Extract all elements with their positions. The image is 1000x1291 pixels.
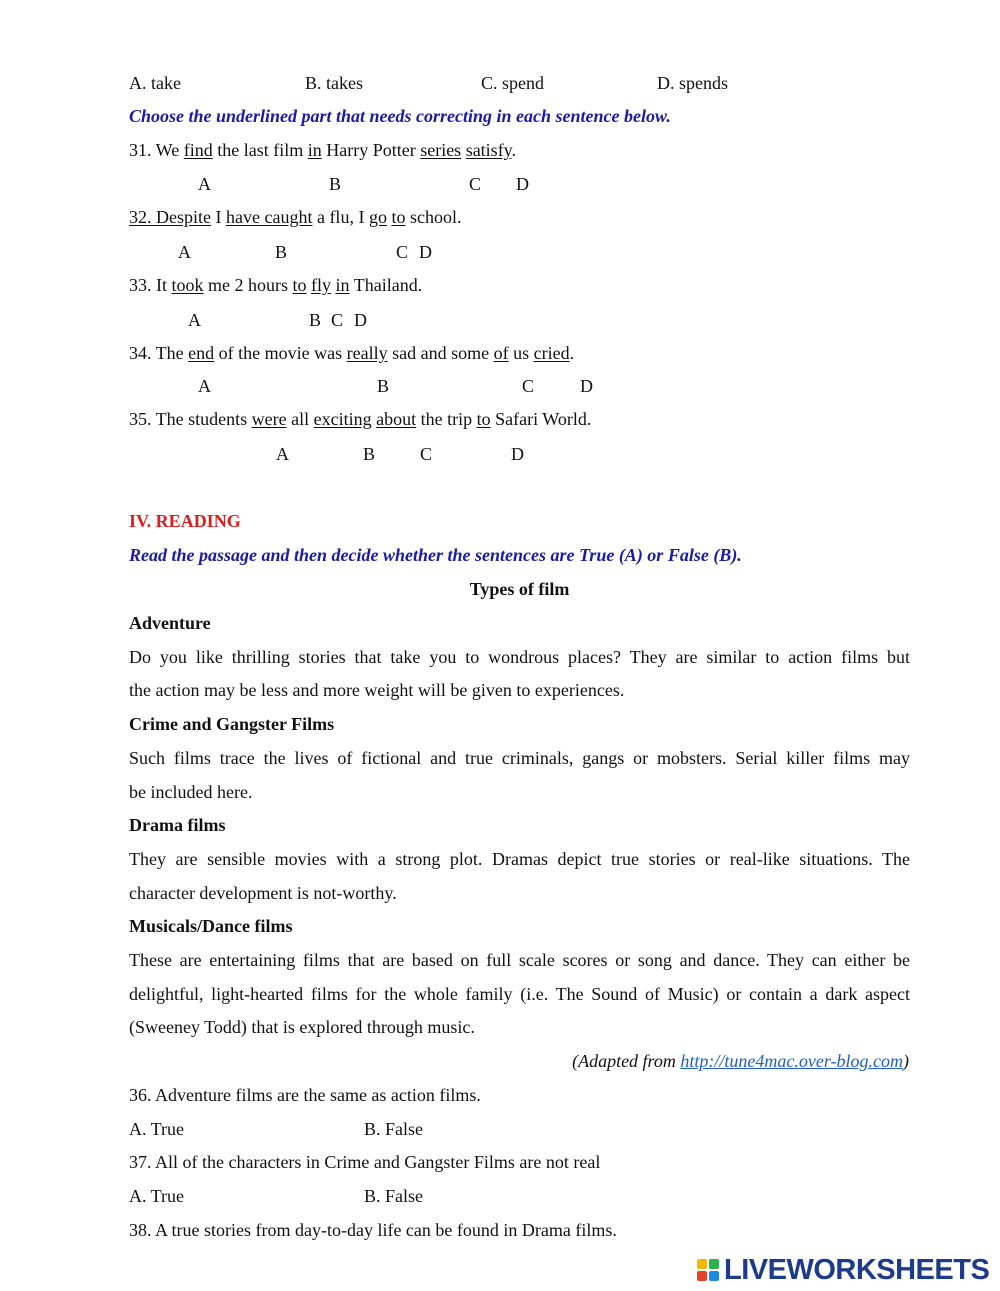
- drama-line-1: They are sensible movies with a strong plot. Dramas depict true stories or real-like situations. The: [129, 849, 910, 869]
- q33-letter-b: B: [309, 310, 322, 330]
- q36-option-b[interactable]: B. False: [364, 1119, 424, 1139]
- q32-part-d: to: [391, 207, 406, 227]
- question-33: 33. It took me 2 hours to fly in Thailand.: [129, 275, 423, 295]
- logo-square-2: [709, 1259, 719, 1269]
- musicals-line-1: These are entertaining films that are based on full scale scores or song and dance. They can either be: [129, 950, 910, 970]
- adventure-line-2: the action may be less and more weight will be given to experiences.: [129, 680, 625, 700]
- q31-letter-a: A: [198, 174, 211, 194]
- question-34: 34. The end of the movie was really sad and some of us cried.: [129, 343, 575, 363]
- q31-part-c: series: [420, 140, 462, 160]
- crime-line-1: Such films trace the lives of fictional and true criminals, gangs or mobsters. Serial killer films may: [129, 748, 910, 768]
- q30-option-b: B. takes: [305, 73, 363, 93]
- q33-letter-c: C: [331, 310, 344, 330]
- source-link[interactable]: http://tune4mac.over-blog.com: [680, 1051, 903, 1071]
- q33-letter-a: A: [188, 310, 201, 330]
- instruction-error-correction: Choose the underlined part that needs correcting in each sentence below.: [129, 106, 671, 126]
- crime-line-2: be included here.: [129, 782, 253, 802]
- q35-part-a: were: [251, 409, 287, 429]
- musicals-line-2: delightful, light-hearted films for the whole family (i.e. The Sound of Music) or contain a dark aspect: [129, 984, 910, 1004]
- q34-letter-b: B: [377, 376, 390, 396]
- q31-letter-d: D: [516, 174, 529, 194]
- logo-squares-icon: [697, 1259, 719, 1281]
- q34-part-b: really: [346, 343, 388, 363]
- q34-letter-c: C: [522, 376, 535, 396]
- q31-letter-c: C: [469, 174, 482, 194]
- q35-letter-d: D: [511, 444, 524, 464]
- question-37: 37. All of the characters in Crime and Gangster Films are not real: [129, 1152, 601, 1172]
- logo-square-3: [697, 1271, 707, 1281]
- instruction-reading: Read the passage and then decide whether the sentences are True (A) or False (B).: [129, 545, 742, 565]
- q35-part-d: to: [476, 409, 491, 429]
- question-36: 36. Adventure films are the same as action films.: [129, 1085, 481, 1105]
- q37-option-b[interactable]: B. False: [364, 1186, 424, 1206]
- q32-letter-b: B: [275, 242, 288, 262]
- question-38: 38. A true stories from day-to-day life can be found in Drama films.: [129, 1220, 617, 1240]
- q32-letter-c: C: [396, 242, 409, 262]
- q33-part-a: took: [171, 275, 204, 295]
- q33-letter-d: D: [354, 310, 367, 330]
- q34-letter-d: D: [580, 376, 593, 396]
- q35-letter-b: B: [363, 444, 376, 464]
- question-35: 35. The students were all exciting about the trip to Safari World.: [129, 409, 592, 429]
- q31-letter-b: B: [329, 174, 342, 194]
- q32-part-c: go: [368, 207, 387, 227]
- q31-part-a: find: [183, 140, 213, 160]
- passage-title: Types of film: [469, 579, 570, 599]
- drama-line-2: character development is not-worthy.: [129, 883, 397, 903]
- heading-crime: Crime and Gangster Films: [129, 714, 335, 734]
- q34-letter-a: A: [198, 376, 211, 396]
- musicals-line-3: (Sweeney Todd) that is explored through music.: [129, 1017, 475, 1037]
- q32-part-b: have caught: [225, 207, 313, 227]
- q35-letter-a: A: [276, 444, 289, 464]
- q35-part-c: about: [376, 409, 417, 429]
- heading-adventure: Adventure: [129, 613, 211, 633]
- liveworksheets-logo: [697, 1253, 989, 1287]
- question-32: 32. Despite I have caught a flu, I go to school.: [129, 207, 462, 227]
- section-title-reading: IV. READING: [129, 511, 241, 531]
- q35-part-b: exciting: [313, 409, 372, 429]
- q30-option-a: A. take: [129, 73, 181, 93]
- q34-part-c: of: [493, 343, 509, 363]
- logo-square-4: [709, 1271, 719, 1281]
- q33-part-b: to: [292, 275, 307, 295]
- q32-letter-a: A: [178, 242, 191, 262]
- heading-musicals: Musicals/Dance films: [129, 916, 293, 936]
- q30-option-c: C. spend: [481, 73, 544, 93]
- q37-option-a[interactable]: A. True: [129, 1186, 185, 1206]
- adventure-line-1: Do you like thrilling stories that take you to wondrous places? They are similar to action films but: [129, 647, 910, 667]
- q30-option-d: D. spends: [657, 73, 728, 93]
- q32-letter-d: D: [419, 242, 432, 262]
- logo-square-1: [697, 1259, 707, 1269]
- source-citation: (Adapted from http://tune4mac.over-blog.com): [572, 1051, 909, 1071]
- q31-part-d: satisfy: [465, 140, 512, 160]
- q31-part-b: in: [307, 140, 322, 160]
- question-31: 31. We find the last film in Harry Potter series satisfy.: [129, 140, 517, 160]
- q33-part-d: in: [335, 275, 350, 295]
- q35-letter-c: C: [420, 444, 433, 464]
- q32-part-a: 32. Despite: [129, 207, 211, 227]
- q34-part-d: cried: [533, 343, 570, 363]
- heading-drama: Drama films: [129, 815, 226, 835]
- logo-text: LIVEWORKSHEETS: [724, 1253, 990, 1286]
- q34-part-a: end: [188, 343, 215, 363]
- q36-option-a[interactable]: A. True: [129, 1119, 185, 1139]
- q33-part-c: fly: [311, 275, 332, 295]
